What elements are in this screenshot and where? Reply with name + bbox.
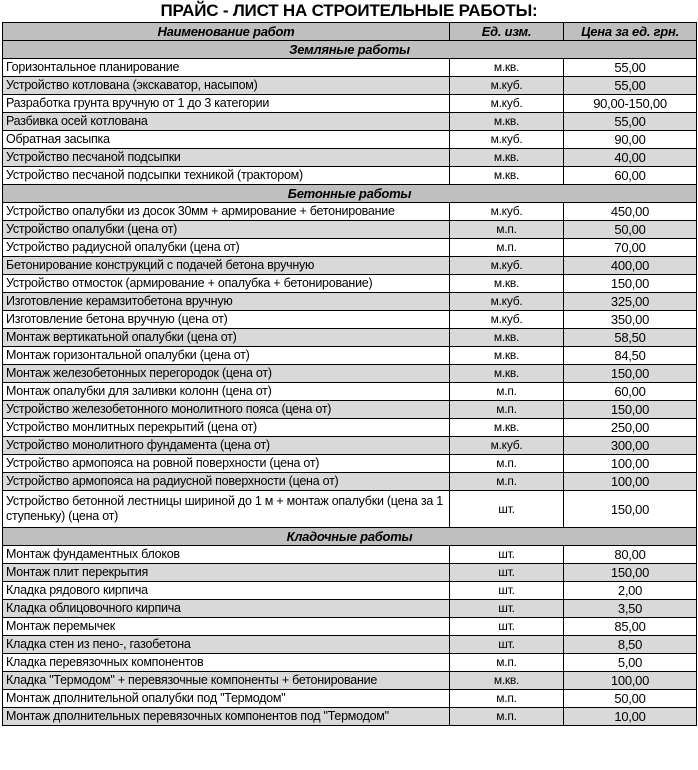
price-cell: 150,00 bbox=[564, 491, 697, 528]
unit-cell: м.кв. bbox=[450, 672, 564, 690]
unit-cell: м.куб. bbox=[450, 131, 564, 149]
page-title: ПРАЙС - ЛИСТ НА СТРОИТЕЛЬНЫЕ РАБОТЫ: bbox=[160, 1, 538, 20]
unit-cell: шт. bbox=[450, 491, 564, 528]
table-row bbox=[3, 329, 697, 347]
price-cell: 150,00 bbox=[564, 275, 697, 293]
table-row bbox=[3, 401, 697, 419]
column-header-price: Цена за ед. грн. bbox=[564, 23, 697, 41]
column-header-name: Наименование работ bbox=[3, 23, 450, 41]
price-table bbox=[2, 22, 697, 726]
unit-cell: м.куб. bbox=[450, 95, 564, 113]
price-cell: 150,00 bbox=[564, 365, 697, 383]
unit-cell: м.куб. bbox=[450, 77, 564, 95]
unit-cell: м.кв. bbox=[450, 365, 564, 383]
unit-cell: м.куб. bbox=[450, 203, 564, 221]
price-cell: 90,00 bbox=[564, 131, 697, 149]
unit-cell: м.кв. bbox=[450, 347, 564, 365]
work-name-cell: Монтаж плит перекрытия bbox=[3, 564, 450, 582]
price-cell: 55,00 bbox=[564, 59, 697, 77]
price-cell: 100,00 bbox=[564, 455, 697, 473]
table-row bbox=[3, 59, 697, 77]
work-name-cell: Устройство песчаной подсыпки bbox=[3, 149, 450, 167]
unit-cell: шт. bbox=[450, 582, 564, 600]
table-row bbox=[3, 293, 697, 311]
work-name-cell: Монтаж горизонтальной опалубки (цена от) bbox=[3, 347, 450, 365]
table-row bbox=[3, 95, 697, 113]
unit-cell: м.кв. bbox=[450, 275, 564, 293]
work-name-cell: Монтаж дполнительных перевязочных компонентов под "Термодом" bbox=[3, 708, 450, 726]
work-name-cell: Монтаж железобетонных перегородок (цена от) bbox=[3, 365, 450, 383]
price-cell: 90,00-150,00 bbox=[564, 95, 697, 113]
unit-cell: м.кв. bbox=[450, 149, 564, 167]
work-name-cell: Кладка стен из пено-, газобетона bbox=[3, 636, 450, 654]
price-cell: 80,00 bbox=[564, 546, 697, 564]
table-row bbox=[3, 654, 697, 672]
unit-cell: м.п. bbox=[450, 239, 564, 257]
work-name-cell: Монтаж опалубки для заливки колонн (цена от) bbox=[3, 383, 450, 401]
table-row bbox=[3, 491, 697, 528]
table-row bbox=[3, 383, 697, 401]
price-cell: 85,00 bbox=[564, 618, 697, 636]
table-row bbox=[3, 131, 697, 149]
price-cell: 55,00 bbox=[564, 113, 697, 131]
table-row bbox=[3, 437, 697, 455]
unit-cell: м.п. bbox=[450, 473, 564, 491]
unit-cell: м.п. bbox=[450, 221, 564, 239]
unit-cell: м.куб. bbox=[450, 293, 564, 311]
table-row bbox=[3, 473, 697, 491]
table-row bbox=[3, 221, 697, 239]
table-row bbox=[3, 690, 697, 708]
work-name-cell: Обратная засыпка bbox=[3, 131, 450, 149]
work-name-cell: Устройство котлована (экскаватор, насыпом) bbox=[3, 77, 450, 95]
table-row bbox=[3, 275, 697, 293]
section-header-row bbox=[3, 41, 697, 59]
work-name-cell: Устройство отмосток (армирование + опалубка + бетонирование) bbox=[3, 275, 450, 293]
price-cell: 55,00 bbox=[564, 77, 697, 95]
unit-cell: шт. bbox=[450, 600, 564, 618]
unit-cell: м.кв. bbox=[450, 419, 564, 437]
unit-cell: м.кв. bbox=[450, 329, 564, 347]
price-cell: 250,00 bbox=[564, 419, 697, 437]
price-cell: 5,00 bbox=[564, 654, 697, 672]
work-name-cell: Устройство монолитного фундамента (цена от) bbox=[3, 437, 450, 455]
section-header-row bbox=[3, 528, 697, 546]
price-cell: 50,00 bbox=[564, 690, 697, 708]
unit-cell: м.п. bbox=[450, 383, 564, 401]
unit-cell: шт. bbox=[450, 636, 564, 654]
work-name-cell: Монтаж дполнительной опалубки под "Термодом" bbox=[3, 690, 450, 708]
price-cell: 40,00 bbox=[564, 149, 697, 167]
table-row bbox=[3, 149, 697, 167]
price-cell: 60,00 bbox=[564, 383, 697, 401]
price-cell: 84,50 bbox=[564, 347, 697, 365]
section-title: Бетонные работы bbox=[3, 185, 697, 203]
unit-cell: м.куб. bbox=[450, 257, 564, 275]
price-cell: 50,00 bbox=[564, 221, 697, 239]
price-cell: 100,00 bbox=[564, 473, 697, 491]
price-cell: 2,00 bbox=[564, 582, 697, 600]
price-cell: 450,00 bbox=[564, 203, 697, 221]
price-cell: 400,00 bbox=[564, 257, 697, 275]
table-row bbox=[3, 564, 697, 582]
price-cell: 58,50 bbox=[564, 329, 697, 347]
table-row bbox=[3, 365, 697, 383]
price-cell: 60,00 bbox=[564, 167, 697, 185]
table-row bbox=[3, 77, 697, 95]
table-row bbox=[3, 455, 697, 473]
work-name-cell: Кладка рядового кирпича bbox=[3, 582, 450, 600]
price-cell: 150,00 bbox=[564, 564, 697, 582]
unit-cell: м.куб. bbox=[450, 437, 564, 455]
work-name-cell: Кладка перевязочных компонентов bbox=[3, 654, 450, 672]
table-row bbox=[3, 203, 697, 221]
price-cell: 10,00 bbox=[564, 708, 697, 726]
unit-cell: м.п. bbox=[450, 455, 564, 473]
work-name-cell: Устройство опалубки (цена от) bbox=[3, 221, 450, 239]
price-cell: 350,00 bbox=[564, 311, 697, 329]
work-name-cell: Бетонирование конструкций с подачей бетона вручную bbox=[3, 257, 450, 275]
work-name-cell: Изготовление керамзитобетона вручную bbox=[3, 293, 450, 311]
work-name-cell: Устройство бетонной лестницы шириной до 1 м + монтаж опалубки (цена за 1 ступеньку) (цена от) bbox=[3, 491, 450, 528]
unit-cell: м.куб. bbox=[450, 311, 564, 329]
unit-cell: м.кв. bbox=[450, 59, 564, 77]
price-cell: 70,00 bbox=[564, 239, 697, 257]
table-row bbox=[3, 618, 697, 636]
work-name-cell: Устройство монлитных перекрытий (цена от) bbox=[3, 419, 450, 437]
table-row bbox=[3, 600, 697, 618]
unit-cell: м.п. bbox=[450, 401, 564, 419]
work-name-cell: Кладка облицовочного кирпича bbox=[3, 600, 450, 618]
work-name-cell: Разбивка осей котлована bbox=[3, 113, 450, 131]
price-cell: 325,00 bbox=[564, 293, 697, 311]
unit-cell: шт. bbox=[450, 564, 564, 582]
work-name-cell: Устройство опалубки из досок 30мм + армирование + бетонирование bbox=[3, 203, 450, 221]
unit-cell: м.п. bbox=[450, 654, 564, 672]
table-row bbox=[3, 672, 697, 690]
section-title: Кладочные работы bbox=[3, 528, 697, 546]
section-header-row bbox=[3, 185, 697, 203]
table-body bbox=[3, 41, 697, 726]
work-name-cell: Монтаж перемычек bbox=[3, 618, 450, 636]
unit-cell: м.п. bbox=[450, 690, 564, 708]
work-name-cell: Горизонтальное планирование bbox=[3, 59, 450, 77]
price-cell: 300,00 bbox=[564, 437, 697, 455]
table-row bbox=[3, 347, 697, 365]
table-row bbox=[3, 419, 697, 437]
work-name-cell: Изготовление бетона вручную (цена от) bbox=[3, 311, 450, 329]
price-cell: 8,50 bbox=[564, 636, 697, 654]
table-row bbox=[3, 636, 697, 654]
table-row bbox=[3, 239, 697, 257]
unit-cell: м.кв. bbox=[450, 167, 564, 185]
price-cell: 100,00 bbox=[564, 672, 697, 690]
unit-cell: шт. bbox=[450, 618, 564, 636]
unit-cell: м.п. bbox=[450, 708, 564, 726]
unit-cell: шт. bbox=[450, 546, 564, 564]
table-row bbox=[3, 257, 697, 275]
table-row bbox=[3, 113, 697, 131]
table-row bbox=[3, 167, 697, 185]
column-header-unit: Ед. изм. bbox=[450, 23, 564, 41]
section-title: Земляные работы bbox=[3, 41, 697, 59]
table-row bbox=[3, 708, 697, 726]
work-name-cell: Устройство армопояса на радиусной поверхности (цена от) bbox=[3, 473, 450, 491]
work-name-cell: Монтаж вертикатьной опалубки (цена от) bbox=[3, 329, 450, 347]
unit-cell: м.кв. bbox=[450, 113, 564, 131]
price-cell: 150,00 bbox=[564, 401, 697, 419]
work-name-cell: Монтаж фундаментных блоков bbox=[3, 546, 450, 564]
table-row bbox=[3, 311, 697, 329]
work-name-cell: Кладка "Термодом" + перевязочные компоненты + бетонирование bbox=[3, 672, 450, 690]
work-name-cell: Устройство железобетонного монолитного пояса (цена от) bbox=[3, 401, 450, 419]
work-name-cell: Устройство радиусной опалубки (цена от) bbox=[3, 239, 450, 257]
table-row bbox=[3, 582, 697, 600]
table-row bbox=[3, 546, 697, 564]
work-name-cell: Устройство песчаной подсыпки техникой (трактором) bbox=[3, 167, 450, 185]
work-name-cell: Разработка грунта вручную от 1 до 3 категории bbox=[3, 95, 450, 113]
price-cell: 3,50 bbox=[564, 600, 697, 618]
table-header-row bbox=[3, 23, 697, 41]
work-name-cell: Устройство армопояса на ровной поверхности (цена от) bbox=[3, 455, 450, 473]
